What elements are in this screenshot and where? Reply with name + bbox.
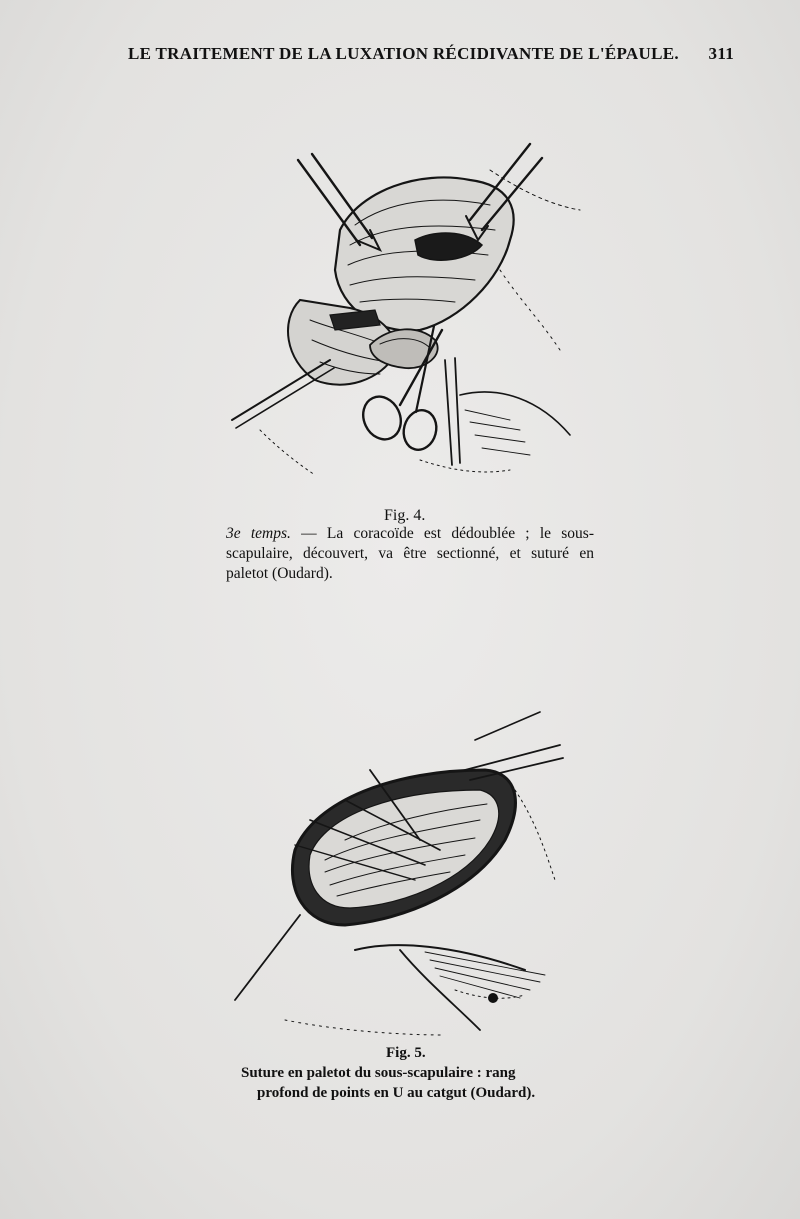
figure-5-illustration [225,700,585,1040]
running-head-title: LE TRAITEMENT DE LA LUXATION RÉCIDIVANTE DE L'ÉPAULE. [128,44,679,63]
figure-5-caption-line2: profond de points en U au catgut (Oudard). [257,1085,536,1101]
running-head [128,44,738,72]
page-number: 311 [708,44,734,63]
figure-5-label: Fig. 5. [386,1045,426,1061]
figure-5-caption [241,1063,586,1103]
figure-5-caption-line1: Suture en paletot du sous-scapulaire : rang [241,1065,516,1081]
figure-4-caption [226,524,594,584]
figure-4-label: Fig. 4. [384,507,426,524]
figure-4-illustration [220,130,590,490]
figure-4-caption-lead: 3e temps. [226,525,291,542]
figure-4-caption-text: — La coracoïde est dédoublée ; le sous-scapulaire, découvert, va être sectionné, et suturé en paletot (Oudard). [226,525,594,582]
figure-5-drawing [225,700,585,1040]
figure-4-drawing [220,130,590,490]
